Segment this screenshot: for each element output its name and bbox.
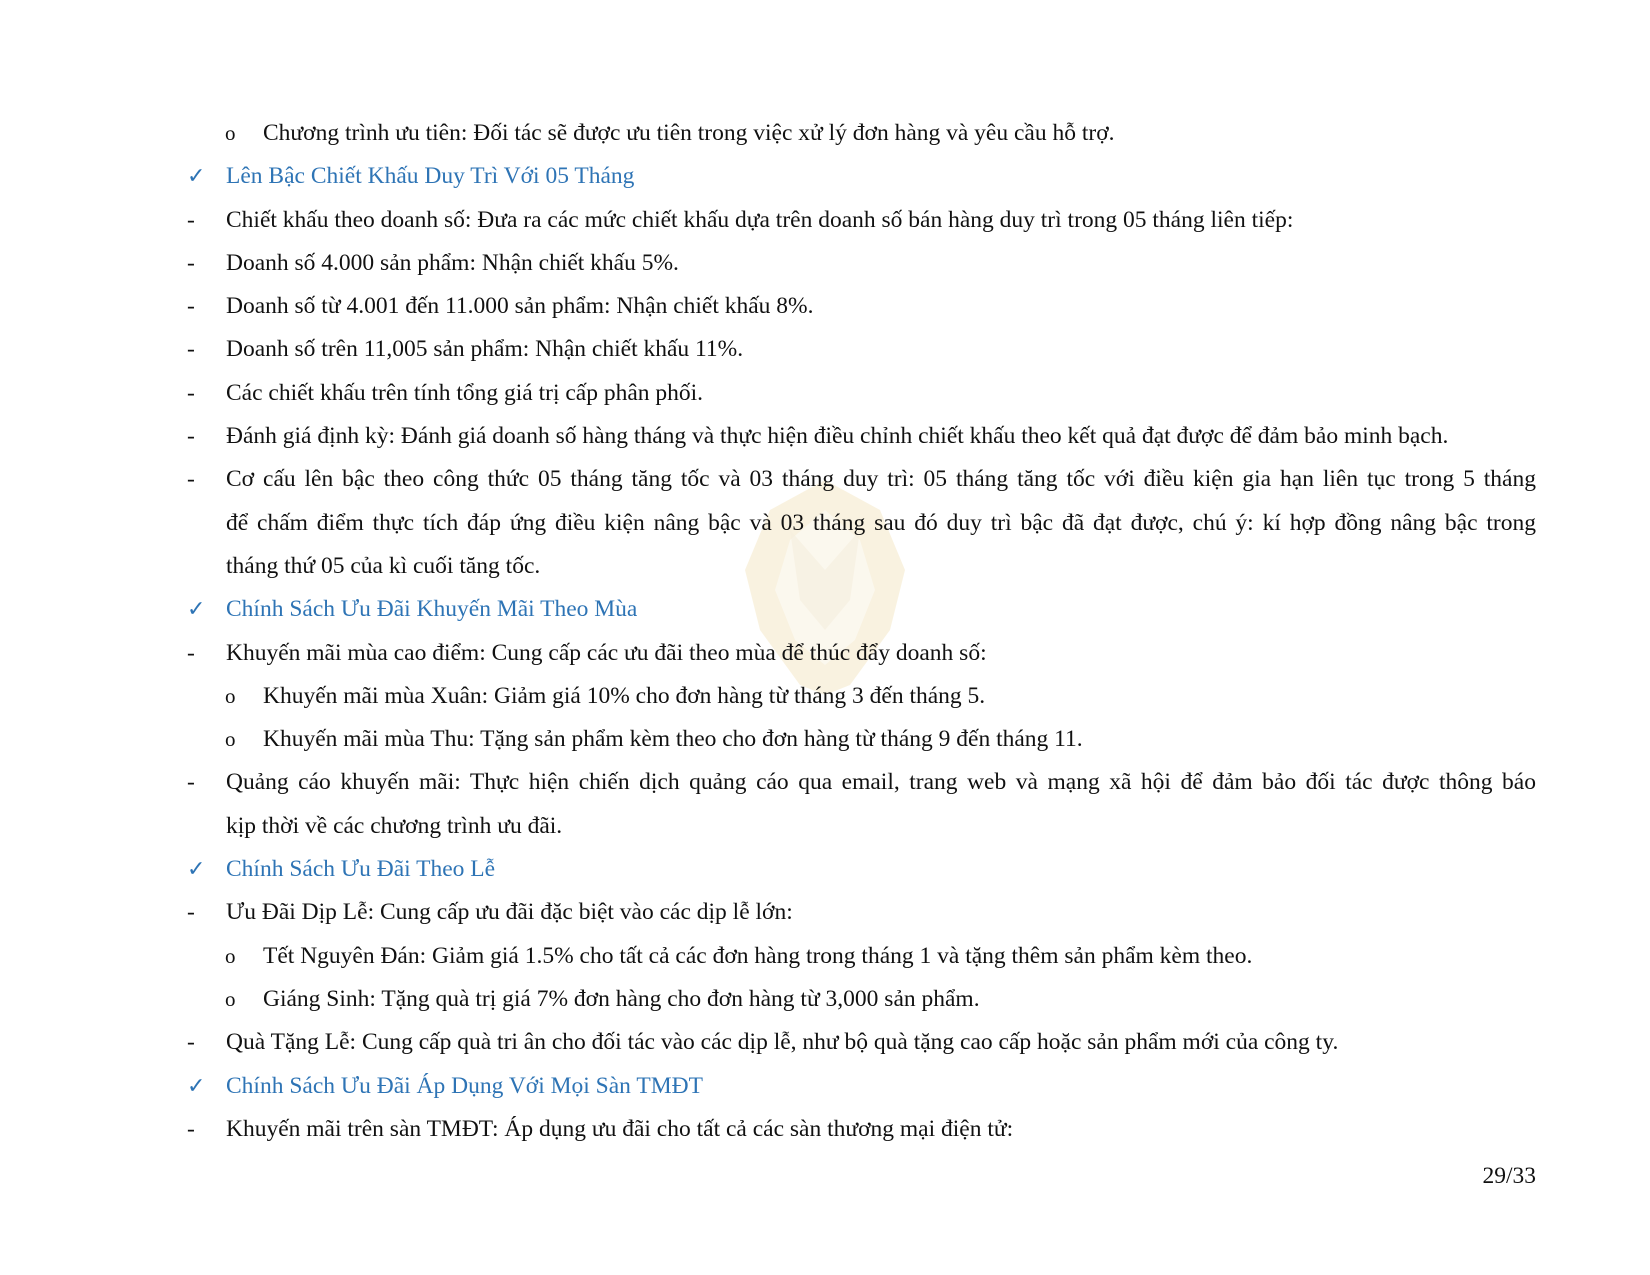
document-body: [0, 112, 1650, 1151]
list-item-text: Ưu Đãi Dịp Lễ: Cung cấp ưu đãi đặc biệt vào các dịp lễ lớn:: [226, 899, 793, 926]
dash-bullet-item: [0, 199, 1650, 242]
list-item-text: Tết Nguyên Đán: Giảm giá 1.5% cho tất cả các đơn hàng trong tháng 1 và tặng thêm sản phẩm kèm theo.: [263, 942, 1253, 969]
section-heading-text: Chính Sách Ưu Đãi Áp Dụng Với Mọi Sàn TMĐT: [226, 1072, 703, 1099]
circle-bullet-icon: o: [225, 121, 236, 145]
circle-bullet-icon: o: [225, 943, 236, 968]
list-item-text: Doanh số trên 11,005 sản phẩm: Nhận chiết khấu 11%.: [226, 336, 744, 363]
section-heading-seasonal-promotion: [0, 588, 1650, 631]
dash-bullet-icon: -: [187, 1029, 195, 1056]
list-item-text: Doanh số 4.000 sản phẩm: Nhận chiết khấu 5%.: [226, 249, 679, 276]
dash-bullet-icon: -: [187, 769, 195, 796]
circle-bullet-icon: o: [225, 727, 236, 752]
dash-bullet-icon: -: [187, 639, 195, 666]
dash-bullet-icon: -: [187, 249, 195, 276]
list-item-text: Doanh số từ 4.001 đến 11.000 sản phẩm: Nhận chiết khấu 8%.: [226, 293, 814, 320]
list-item-text: Chiết khấu theo doanh số: Đưa ra các mức chiết khấu dựa trên doanh số bán hàng duy trì trong 05 tháng liên tiếp:: [226, 206, 1294, 233]
list-item-text: Khuyến mãi trên sàn TMĐT: Áp dụng ưu đãi cho tất cả các sàn thương mại điện tử:: [226, 1115, 1014, 1142]
dash-bullet-icon: -: [187, 293, 195, 320]
dash-bullet-item: [0, 328, 1650, 371]
checkmark-icon: ✓: [187, 597, 206, 623]
checkmark-icon: ✓: [187, 1073, 206, 1099]
sub-bullet-item: [0, 718, 1650, 761]
dash-bullet-icon: -: [187, 206, 195, 233]
list-item-text: Khuyến mãi mùa Xuân: Giảm giá 10% cho đơn hàng từ tháng 3 đến tháng 5.: [263, 682, 986, 709]
dash-bullet-item: [0, 458, 1650, 501]
dash-bullet-item: [0, 1021, 1650, 1064]
dash-bullet-icon: -: [187, 1115, 195, 1142]
list-item-text: Quảng cáo khuyến mãi: Thực hiện chiến dịch quảng cáo qua email, trang web và mạng xã hội để đảm bảo đối tác được thông báo: [226, 769, 1536, 796]
list-item-text: kịp thời về các chương trình ưu đãi.: [226, 812, 563, 839]
sub-bullet-item: [0, 112, 1650, 155]
paragraph-continuation: [0, 805, 1650, 848]
section-heading-ecommerce-offers: [0, 1065, 1650, 1108]
list-item-text: Các chiết khấu trên tính tổng giá trị cấp phân phối.: [226, 379, 704, 406]
dash-bullet-icon: -: [187, 899, 195, 926]
sub-bullet-item: [0, 935, 1650, 978]
page-number: 29/33: [1482, 1163, 1536, 1189]
dash-bullet-icon: -: [187, 423, 195, 450]
dash-bullet-item: [0, 891, 1650, 934]
list-item-text: Chương trình ưu tiên: Đối tác sẽ được ưu tiên trong việc xử lý đơn hàng và yêu cầu hỗ trợ.: [263, 120, 1115, 146]
section-heading-holiday-offers: [0, 848, 1650, 891]
sub-bullet-item: [0, 978, 1650, 1021]
checkmark-icon: ✓: [187, 164, 206, 190]
dash-bullet-item: [0, 242, 1650, 285]
checkmark-icon: ✓: [187, 857, 206, 883]
section-heading-text: Chính Sách Ưu Đãi Khuyến Mãi Theo Mùa: [226, 596, 638, 623]
list-item-text: Khuyến mãi mùa Thu: Tặng sản phẩm kèm theo cho đơn hàng từ tháng 9 đến tháng 11.: [263, 726, 1083, 753]
sub-bullet-item: [0, 675, 1650, 718]
list-item-text: Khuyến mãi mùa cao điểm: Cung cấp các ưu đãi theo mùa để thúc đẩy doanh số:: [226, 639, 987, 666]
list-item-text: Cơ cấu lên bậc theo công thức 05 tháng tăng tốc và 03 tháng duy trì: 05 tháng tăng tốc với điều kiện gia hạn liên tục trong 5 tháng: [226, 466, 1536, 493]
dash-bullet-item: [0, 632, 1650, 675]
dash-bullet-item: [0, 372, 1650, 415]
list-item-text: Đánh giá định kỳ: Đánh giá doanh số hàng tháng và thực hiện điều chỉnh chiết khấu theo kết quả đạt được để đảm bảo minh bạch.: [226, 423, 1449, 450]
dash-bullet-item: [0, 761, 1650, 804]
circle-bullet-icon: o: [225, 986, 236, 1011]
list-item-text: Giáng Sinh: Tặng quà trị giá 7% đơn hàng cho đơn hàng từ 3,000 sản phẩm.: [263, 985, 980, 1012]
dash-bullet-icon: -: [187, 379, 195, 406]
dash-bullet-icon: -: [187, 466, 195, 493]
list-item-text: tháng thứ 05 của kì cuối tăng tốc.: [226, 552, 541, 579]
section-heading-text: Lên Bậc Chiết Khấu Duy Trì Với 05 Tháng: [226, 163, 635, 190]
paragraph-continuation: [0, 502, 1650, 545]
list-item-text: để chấm điểm thực tích đáp ứng điều kiện nâng bậc và 03 tháng sau đó duy trì bậc đã đạt được, chú ý: kí hợp đồng nâng bậc trong: [226, 509, 1536, 536]
list-item-text: Quà Tặng Lễ: Cung cấp quà tri ân cho đối tác vào các dịp lễ, như bộ quà tặng cao cấp hoặc sản phẩm mới của công ty.: [226, 1029, 1339, 1056]
dash-bullet-item: [0, 1108, 1650, 1151]
dash-bullet-icon: -: [187, 336, 195, 363]
section-heading-text: Chính Sách Ưu Đãi Theo Lễ: [226, 856, 496, 883]
paragraph-continuation: [0, 545, 1650, 588]
section-heading-discount-tier: [0, 155, 1650, 198]
dash-bullet-item: [0, 415, 1650, 458]
circle-bullet-icon: o: [225, 683, 236, 708]
dash-bullet-item: [0, 285, 1650, 328]
